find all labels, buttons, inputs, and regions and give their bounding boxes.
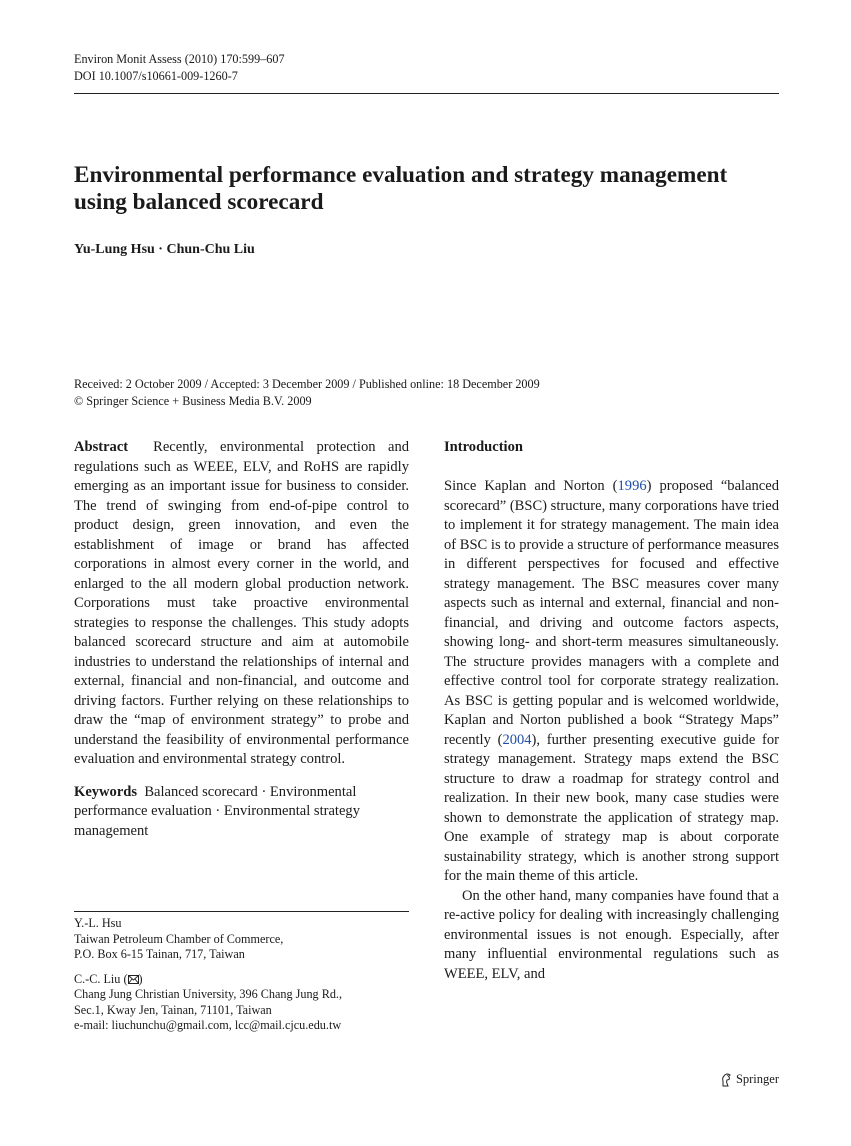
publisher-name: Springer xyxy=(735,1072,779,1086)
author2-name: C.-C. Liu xyxy=(74,971,121,986)
authors: Yu-Lung Hsu · Chun-Chu Liu xyxy=(74,242,255,257)
author2-line: C.-C. Liu ( ) xyxy=(74,971,143,986)
received-dates: Received: 2 October 2009 / Accepted: 3 December 2009 / Published online: 18 December 2009 xyxy=(74,377,540,391)
intro-text-c: ), further presenting executive guide for strategy management. Strategy maps extend the BSC structure to draw a roadmap for strategy control and realization. In their new book, many case studies were shown to demonstrate the application of strategy map. One example of strategy map is about corporate sustainability strategy, which is another strong support for the main theme of this article. xyxy=(444,731,779,884)
abstract-text: Recently, environmental protection and regulations such as WEEE, ELV, and RoHS are rapidly emerging as an important issue for business to consider. The trend of swinging from end-of-pipe control to product design, green innovation, and even the establishment of image or brand has affected corporations in almost every corner in the world, and enlarged to the all modern global production network. Corporations must take proactive environmental strategies to response the challenges. This study adopts balanced scorecard structure and aim at automobile industries to understand the relationships of internal and external, financial and non-financial, and outcome and driving factors. Further relying on these relationships to draw the “map of environment strategy” to probe and understand the feasibility of environmental performance evaluation and environmental strategy control. xyxy=(74,439,409,767)
affiliation-rule xyxy=(74,911,409,912)
introduction-heading: Introduction xyxy=(444,439,523,455)
keywords-text: Balanced scorecard · Environmental performance evaluation · Environmental strategy management xyxy=(74,783,360,839)
abstract-label: Abstract xyxy=(74,439,129,455)
right-column xyxy=(444,438,779,984)
introduction-paragraph-1 xyxy=(444,477,779,887)
author1-name: Y.-L. Hsu xyxy=(74,916,122,930)
envelope-icon xyxy=(128,975,139,984)
publisher-footer xyxy=(720,1072,779,1087)
abstract xyxy=(74,438,409,770)
intro-text-a: Since Kaplan and Norton ( xyxy=(444,478,618,494)
author1-org: Taiwan Petroleum Chamber of Commerce, xyxy=(74,931,284,946)
doi[interactable]: DOI 10.1007/s10661-009-1260-7 xyxy=(74,68,238,83)
intro-text-b: ) proposed “balanced scorecard” (BSC) structure, many corporations have tried to implement it for strategy management. The main idea of BSC is to provide a structure of performance measures in different perspectives for focused and effective strategy management. The BSC measures cover many aspects such as internal and external, financial and non-financial, and driving and outcome factors aspects, showing long- and short-term measures simultaneously. The structure provides managers with a complete and effective control tool for corporate strategy realization. As BSC is getting popular and is welcomed worldwide, Kaplan and Norton published a book “Strategy Maps” recently ( xyxy=(444,478,779,748)
author1-address: P.O. Box 6-15 Tainan, 717, Taiwan xyxy=(74,947,245,961)
paper-title: Environmental performance evaluation and strategy management using balanced scorecard xyxy=(74,162,728,215)
journal-citation: Environ Monit Assess (2010) 170:599–607 xyxy=(74,52,285,66)
publication-history xyxy=(74,376,540,409)
left-column xyxy=(74,438,409,841)
author2-org: Chang Jung Christian University, 396 Chang Jung Rd., xyxy=(74,987,343,1001)
keywords xyxy=(74,783,409,842)
author2-address: Sec.1, Kway Jen, Tainan, 71101, Taiwan xyxy=(74,1002,272,1017)
copyright: © Springer Science + Business Media B.V. 2009 xyxy=(74,393,312,408)
springer-horse-logo-icon xyxy=(720,1073,732,1087)
keywords-label: Keywords xyxy=(74,783,138,800)
journal-header xyxy=(74,51,285,84)
header-rule xyxy=(74,93,779,94)
author2-email[interactable]: e-mail: liuchunchu@gmail.com, lcc@mail.cjcu.edu.tw xyxy=(74,1018,342,1032)
affiliations xyxy=(74,916,414,1034)
introduction-paragraph-2: On the other hand, many companies have found that a re-active policy for dealing with increasingly challenging environmental issues is not enough. Especially, after many influential environmental regulations such as WEEE, ELV, and xyxy=(444,887,779,982)
citation-1996[interactable]: 1996 xyxy=(617,478,647,494)
citation-2004[interactable]: 2004 xyxy=(502,731,532,748)
